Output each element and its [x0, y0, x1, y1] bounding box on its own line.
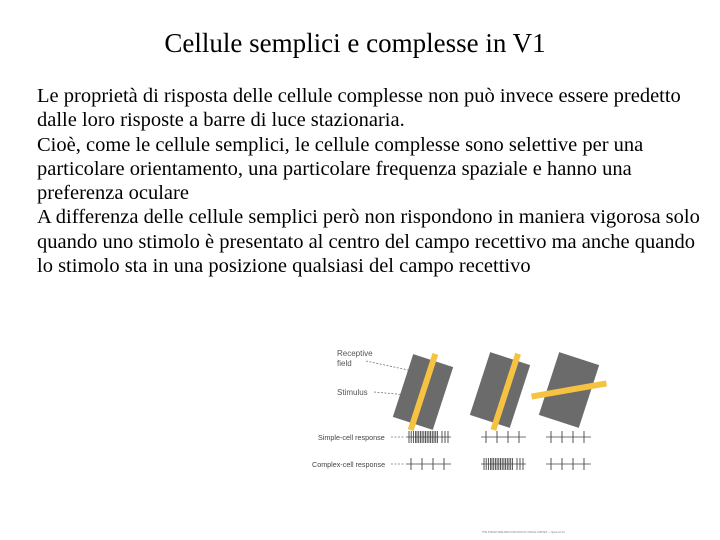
receptive-field-label-line2: field [337, 359, 352, 368]
body-paragraph-1: Le proprietà di risposta delle cellule complesse non può invece essere predetto dalle loro risposte a barre di luce stazionaria. [37, 85, 681, 132]
slide-body [37, 84, 707, 278]
panel-3 [526, 348, 613, 432]
receptive-field-label-line1: Receptive [337, 349, 373, 358]
receptive-field-figure [300, 340, 630, 540]
panel-2 [468, 345, 533, 434]
panel-1 [391, 347, 456, 436]
complex-cell-response-label: Complex-cell response [312, 460, 386, 469]
body-paragraph-2: Cioè, come le cellule semplici, le cellule complesse sono selettive per una particolare orientamento, una particolare frequenza spaziale e hanno una preferenza oculare [37, 133, 644, 205]
simple-cell-response-label: Simple-cell response [318, 433, 385, 442]
body-paragraph-3: A differenza delle cellule semplici però non rispondono in maniera vigorosa solo quando uno stimolo è presentato al centro del campo recettivo ma anche quando lo stimolo sta in una posizione qualsiasi del campo recettivo [37, 206, 700, 278]
spike-trains [406, 431, 591, 470]
figure-credit: THE STRUCTURE AND FUNCTION OF VISUAL CORTEX — figure 10-13 [482, 531, 565, 534]
receptive-field-diagram [300, 340, 630, 540]
slide-title: Cellule semplici e complesse in V1 [164, 28, 546, 58]
stimulus-label: Stimulus [337, 388, 368, 397]
receptive-field-leader-line [366, 361, 408, 370]
